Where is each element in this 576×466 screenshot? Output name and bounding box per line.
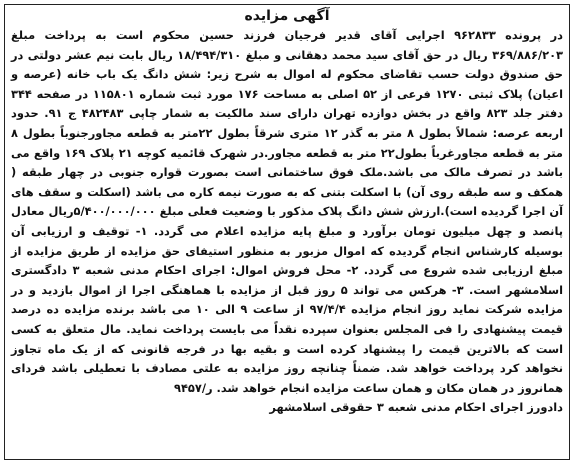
notice-body: در پرونده ۹۶۲۸۳۳ اجرایی آقای قدیر فرجیان فرزند حسین محکوم است به پرداخت مبلغ ۳۶۹/۸۸۶/۲۰۳ ریال در حق آقای سید محمد دهقانی و مبلغ ۱۸/۴۹۴/۳۱۰ ریال بابت نیم عشر دولتی در حق صندوق دولت حسب تقاضای محکوم له اموال به شرح زیر: شش دانگ یک باب خانه (عرصه و اعیان) پلاک ثبتی ۱۲۷۰ فرعی از ۵۲ اصلی به مساحت ۱۷۶ مورد ثبت شماره ۱۱۵۸۰۱ در صفحه ۳۴۴ دفتر جلد ۸۲۳ واقع در بخش دوازده تهران دارای سند مالکیت به شمار چاپی ۴۸۲۴۸۳ ج ۹۱. حدود اربعه عرصه: شمالاً بطول ۸ متر به گذر ۱۲ متری شرقاً بطول ۲۲متر به قطعه مجاورجنوباً بطول ۸ متر به قطعه مجاورغرباً بطول۲۲ متر به قطعه مجاور.در شهرک قائمیه کوچه ۲۱ پلاک ۱۶۹ واقع می باشد در تصرف مالک می باشد.ملک فوق ساختمانی است بصورت قواره جنوبی در چهار طبقه ( همکف و سه طبقه روی آن) با اسکلت بتنی که به صورت نیمه کاره می باشد (اسکلت و سقف های آن اجرا گردیده است).ارزش شش دانگ پلاک مذکور با وضعیت فعلی مبلغ ۵/۴۰۰/۰۰۰/۰۰۰ریال معادل پانصد و چهل میلیون تومان برآورد و مبلغ پایه مزایده اعلام می گردد. ۱- توقیف و ارزیابی آن بوسیله کارشناس انجام گردیده که اموال مزبور به منظور استیفای حق مزایده از طریق مزایده از مبلغ ارزیابی شده شروع می گردد. ۲- محل فروش اموال: اجرای احکام مدنی شعبه ۳ دادگستری اسلامشهر است. ۳- هرکس می تواند ۵ روز قبل از مزایده با هماهنگی اجرا از اموال بازدید و در مزایده شرکت نماید روز انجام مزایده ۹۷/۴/۴ از ساعت ۹ الی ۱۰ می باشد برنده مزایده ده درصد قیمت پیشنهادی را فی المجلس بعنوان سپرده نقداً می بایست پرداخت نماید. مال متعلق به کسی است که بالاترین قیمت را پیشنهاد کرده است و بقیه بها در فرجه قانونی که از یک ماه تجاوز نخواهد کرد پرداخت خواهد شد. ضمناً چنانچه روز مزایده به علتی مصادف با تعطیلی باشد فردای همانروز در همان مکان و همان ساعت مزایده انجام خواهد شد. ر/۹۴۵۷ bbox=[11, 28, 564, 395]
auction-notice bbox=[4, 4, 570, 460]
notice-title: آگهی مزایده bbox=[244, 8, 330, 24]
notice-signature: دادورز اجرای احکام مدنی شعبه ۳ حقوقی اسلامشهر bbox=[269, 400, 563, 415]
